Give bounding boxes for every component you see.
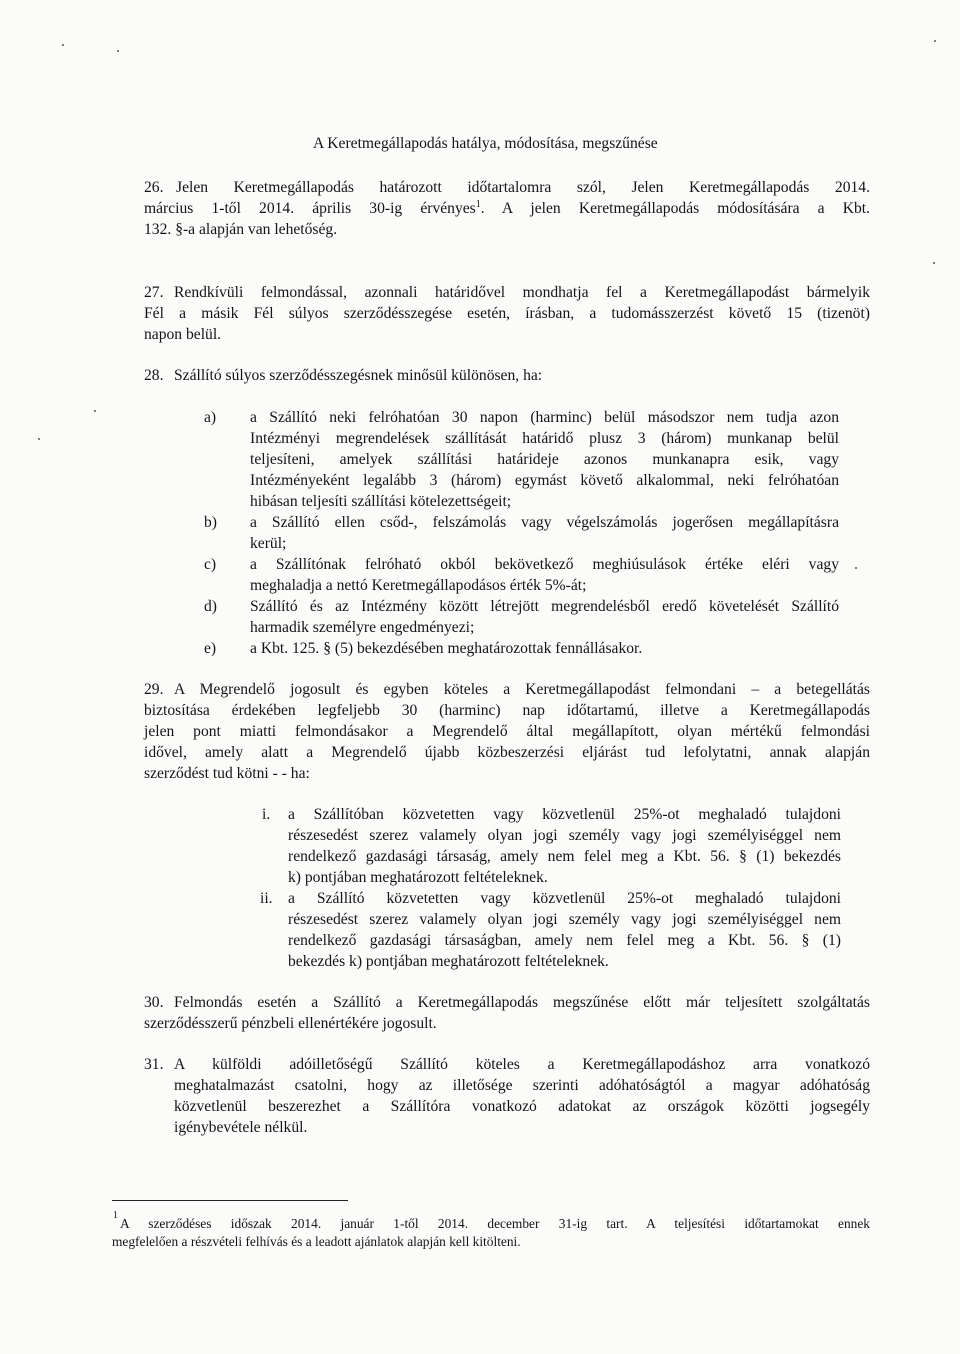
clause-text: március 1-től 2014. április 30-ig érvényes (144, 200, 476, 217)
list-line: k) pontjában meghatározott feltételeknek. (288, 869, 548, 886)
list-line: teljesíteni, amelyek szállítási határideje azonos munkanapra esik, vagy (250, 451, 839, 468)
scan-speck (117, 50, 119, 52)
clause-line: A Megrendelő jogosult és egyben köteles a Keretmegállapodást felmondani – a betegellátás (174, 681, 870, 698)
clause-line: biztosítása érdekében legfeljebb 30 (harminc) nap időtartamú, illetve a Keretmegállapodás (144, 702, 870, 719)
list-line: a Szállító neki felróhatóan 30 napon (harminc) belül másodszor nem tudja azon (250, 409, 839, 426)
scan-speck (855, 567, 857, 569)
scan-speck (94, 410, 96, 412)
clause-number: 31. (144, 1056, 164, 1073)
list-line: rendelkező gazdasági társaság, amely nem felel meg a Kbt. 56. § (1) bekezdés (288, 848, 841, 865)
list-line: a Kbt. 125. § (5) bekezdésében meghatározottak fennállásakor. (250, 640, 643, 657)
clause-line: Jelen Keretmegállapodás határozott időtartalomra szól, Jelen Keretmegállapodás 2014. (176, 179, 870, 196)
clause-number: 26. (144, 179, 164, 196)
clause-line: Fél a másik Fél súlyos szerződésszegése esetén, írásban, a tudomásszerzést követő 15 (tizenöt) (144, 305, 870, 322)
clause-line: napon belül. (144, 326, 222, 343)
list-line: Szállító és az Intézmény között létrejött megrendelésből eredő követelését Szállító (250, 598, 839, 615)
list-line: a Szállító közvetetten vagy közvetlenül 25%-ot meghaladó tulajdoni (288, 890, 841, 907)
list-line: kerül; (250, 535, 287, 552)
list-label: a) (204, 409, 217, 426)
clause-text: . A jelen Keretmegállapodás módosítására a Kbt. (480, 200, 870, 217)
list-line: hibásan teljesíti szállítási kötelezettségeit; (250, 493, 512, 510)
scan-speck (933, 262, 935, 264)
clause-number: 28. (144, 367, 164, 384)
clause-line: szerződést tud kötni - - ha: (144, 765, 310, 782)
clause-line: szerződésszerű pénzbeli ellenértékére jogosult. (144, 1015, 437, 1032)
list-line: a Szállítóban közvetetten vagy közvetlenül 25%-ot meghaladó tulajdoni (288, 806, 841, 823)
clause-line: jelen pont miatti felmondásakor a Megrendelő által megállapított, olyan mértékű felmondási (144, 723, 870, 740)
list-line: harmadik személyre engedményezi; (250, 619, 475, 636)
list-line: meghaladja a nettó Keretmegállapodásos érték 5%-át; (250, 577, 587, 594)
clause-line: Rendkívüli felmondással, azonnali határidővel mondhatja fel a Keretmegállapodást bármelyik (174, 284, 870, 301)
clause-line: A külföldi adóilletőségű Szállító köteles a Keretmegállapodáshoz arra vonatkozó (174, 1056, 870, 1073)
footnote-mark: 1 (113, 1210, 118, 1221)
clause-number: 27. (144, 284, 164, 301)
list-line: Intézményi megrendelések szállítását határidő plusz 3 (három) munkanap belül (250, 430, 839, 447)
clause-line: igénybevétele nélkül. (174, 1119, 308, 1136)
scan-speck (62, 44, 64, 46)
footnote-line: A szerződéses időszak 2014. január 1-től 2014. december 31-ig tart. A teljesítési időtartamokat ennek (120, 1216, 870, 1231)
clause-line: Felmondás esetén a Szállító a Keretmegállapodás megszűnése előtt már teljesített szolgáltatás (174, 994, 870, 1011)
clause-number: 29. (144, 681, 164, 698)
list-label: d) (204, 598, 217, 615)
list-line: a Szállítónak felróható okból bekövetkező meghiúsulások értéke eléri vagy (250, 556, 839, 573)
list-line: a Szállító ellen csőd-, felszámolás vagy végelszámolás jogerősen megállapításra (250, 514, 839, 531)
list-label: b) (204, 514, 217, 531)
list-label: c) (204, 556, 217, 573)
footnote-separator (112, 1200, 348, 1201)
clause-line: idővel, amely alatt a Megrendelő újabb közbeszerzési eljárást tud lefolytatni, annak alapján (144, 744, 870, 761)
footnote-line: megfelelően a részvételi felhívás és a leadott ajánlatok alapján kell kitölteni. (112, 1234, 521, 1249)
list-line: rendelkező gazdasági társaságban, amely nem felel meg a Kbt. 56. § (1) (288, 932, 841, 949)
clause-line (144, 199, 870, 220)
clause-line: Szállító súlyos szerződésszegésnek minősül különösen, ha: (174, 367, 543, 384)
clause-number: 30. (144, 994, 164, 1011)
clause-line: 132. §-a alapján van lehetőség. (144, 221, 338, 238)
clause-line: meghatalmazást csatolni, hogy az illetősége szerinti adóhatóságtól a magyar adóhatóság (174, 1077, 870, 1094)
list-line: részesedést szerez valamely olyan jogi személy vagy jogi személyiséggel nem (288, 911, 841, 928)
scan-speck (38, 438, 40, 440)
footnote-reference[interactable]: 1 (475, 198, 481, 210)
list-label: ii. (260, 890, 273, 907)
list-label: i. (262, 806, 271, 823)
section-heading: A Keretmegállapodás hatálya, módosítása, megszűnése (313, 135, 658, 152)
list-line: részesedést szerez valamely olyan jogi személy vagy jogi személyiséggel nem (288, 827, 841, 844)
list-line: bekezdés k) pontjában meghatározott feltételeknek. (288, 953, 609, 970)
clause-line: közvetlenül beszerezhet a Szállítóra vonatkozó adatokat az országok közötti jogsegély (174, 1098, 870, 1115)
list-line: Intézményeként legalább 3 (három) egymást követő alkalommal, neki felróhatóan (250, 472, 839, 489)
list-label: e) (204, 640, 217, 657)
scan-speck (934, 40, 936, 42)
